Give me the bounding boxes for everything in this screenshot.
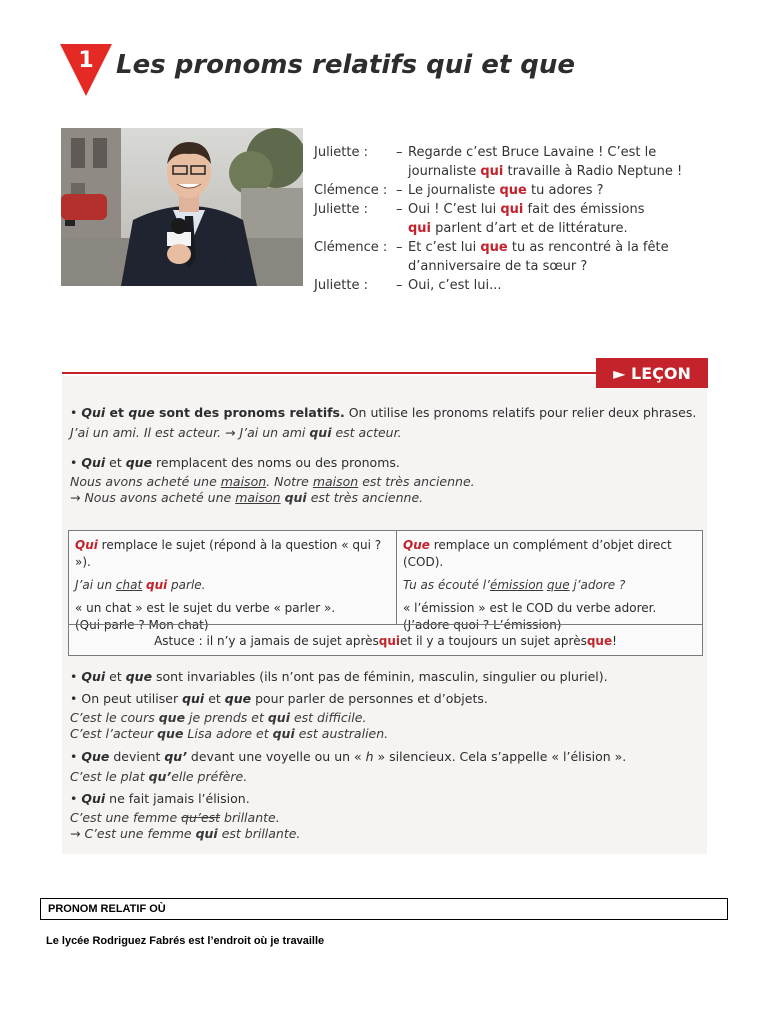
dialogue-line-text — [408, 238, 734, 257]
rule-4: • On peut utiliser qui et que pour parler de personnes et d’objets. — [70, 691, 488, 706]
speaker-name: Juliette : — [314, 145, 368, 160]
dialogue-text: Regarde c’est Bruce Lavaine ! C’est le — [408, 145, 657, 160]
speaker-name: Juliette : — [314, 202, 368, 217]
dialogue-line — [314, 238, 734, 257]
dialogue-text: journaliste — [408, 164, 481, 179]
rule-4-example-1: C’est le cours que je prends et qui est difficile. — [70, 710, 367, 725]
dialogue-text: Oui ! C’est lui — [408, 202, 501, 217]
rule-2-example-2: → Nous avons acheté une maison qui est très ancienne. — [70, 490, 424, 505]
indent — [314, 257, 408, 276]
relative-pronoun: qui — [480, 164, 504, 179]
rule-4-example-2: C’est l’acteur que Lisa adore et qui est australien. — [70, 726, 389, 741]
section-heading-box: PRONOM RELATIF OÙ — [40, 898, 728, 920]
rule-2-example-1: Nous avons acheté une maison. Notre maison est très ancienne. — [70, 474, 475, 489]
relative-pronoun: que — [499, 183, 527, 198]
dialogue-line — [314, 181, 734, 200]
lesson-tab: ► LEÇON — [596, 358, 708, 388]
dialogue-line-continuation — [314, 257, 734, 276]
dialogue-dash: – — [396, 202, 403, 217]
page-title: Les pronoms relatifs qui et que — [116, 50, 576, 80]
rule-table — [68, 530, 703, 656]
rule-6-example-1: C’est une femme qu’est brillante. — [70, 810, 280, 825]
rule-5-example: C’est le plat qu’elle préfère. — [70, 769, 248, 784]
rule-3: • Qui et que sont invariables (ils n’ont pas de féminin, masculin, singulier ou pluriel). — [70, 669, 608, 684]
journalist-photo — [61, 128, 303, 286]
rule-5: • Que devient qu’ devant une voyelle ou un « h » silencieux. Cela s’appelle « l’élision ». — [70, 749, 627, 764]
indent — [314, 162, 408, 181]
speaker-name: Clémence : — [314, 240, 388, 255]
speaker-name: Juliette : — [314, 278, 368, 293]
que-column: Que remplace un complément d’objet direct (COD). Tu as écouté l’émission que j’adore ? « l’émission » est le COD du verbe adorer. (J’adore quoi ? L’émission) — [403, 538, 672, 632]
dialogue-line — [314, 143, 734, 162]
rule-6-example-2: → C’est une femme qui est brillante. — [70, 826, 301, 841]
lesson-divider — [62, 372, 598, 374]
lesson-content-2 — [70, 668, 700, 842]
dialogue-line-continuation — [314, 162, 734, 181]
dialogue-dash: – — [396, 183, 403, 198]
chapter-number: 1 — [78, 48, 94, 73]
tip-row: Astuce : il n’y a jamais de sujet après qui et il y a toujours un sujet après que ! — [69, 624, 702, 656]
dialogue-text: fait des émissions — [523, 202, 645, 217]
dialogue-dash: – — [396, 145, 403, 160]
rule-1-example: J’ai un ami. Il est acteur. → J’ai un ami qui est acteur. — [70, 425, 402, 440]
dialogue-line-text — [408, 257, 734, 276]
dialogue-line-text — [408, 200, 734, 219]
dialogue-dash: – — [396, 240, 403, 255]
dialogue-line-continuation — [314, 219, 734, 238]
dialogue-text: Oui, c’est lui... — [408, 278, 502, 293]
speaker-name: Clémence : — [314, 183, 388, 198]
dialogue-text: tu adores ? — [526, 183, 604, 198]
dialogue-line — [314, 200, 734, 219]
dialogue-text: travaille à Radio Neptune ! — [503, 164, 683, 179]
dialogue-line-text — [408, 181, 734, 200]
dialogue-line-text — [408, 219, 734, 238]
dialogue-text: tu as rencontré à la fête — [507, 240, 669, 255]
dialogue-line — [314, 276, 734, 295]
relative-pronoun: qui — [500, 202, 524, 217]
dialogue-line-text — [408, 143, 734, 162]
dialogue-line-text — [408, 276, 734, 295]
relative-pronoun: qui — [408, 221, 432, 236]
dialogue-dash: – — [396, 278, 403, 293]
rule-1: • Qui et que sont des pronoms relatifs. On utilise les pronoms relatifs pour relier deux phrases. — [70, 405, 697, 420]
indent — [314, 219, 408, 238]
example-sentence: Le lycée Rodriguez Fabrés est l’endroit où je travaille — [46, 935, 325, 947]
dialogue-text: parlent d’art et de littérature. — [431, 221, 628, 236]
qui-column: Qui remplace le sujet (répond à la question « qui ? »). J’ai un chat qui parle. « un chat » est le sujet du verbe « parler ». (Qui parle ? Mon chat) — [69, 531, 397, 624]
rule-2: • Qui et que remplacent des noms ou des pronoms. — [70, 455, 400, 470]
dialogue — [314, 143, 734, 295]
rule-6: • Qui ne fait jamais l’élision. — [70, 791, 250, 806]
dialogue-text: d’anniversaire de ta sœur ? — [408, 259, 588, 274]
lesson-content — [70, 404, 700, 506]
relative-pronoun: que — [480, 240, 508, 255]
dialogue-line-text — [408, 162, 734, 181]
dialogue-text: Le journaliste — [408, 183, 500, 198]
dialogue-text: Et c’est lui — [408, 240, 481, 255]
